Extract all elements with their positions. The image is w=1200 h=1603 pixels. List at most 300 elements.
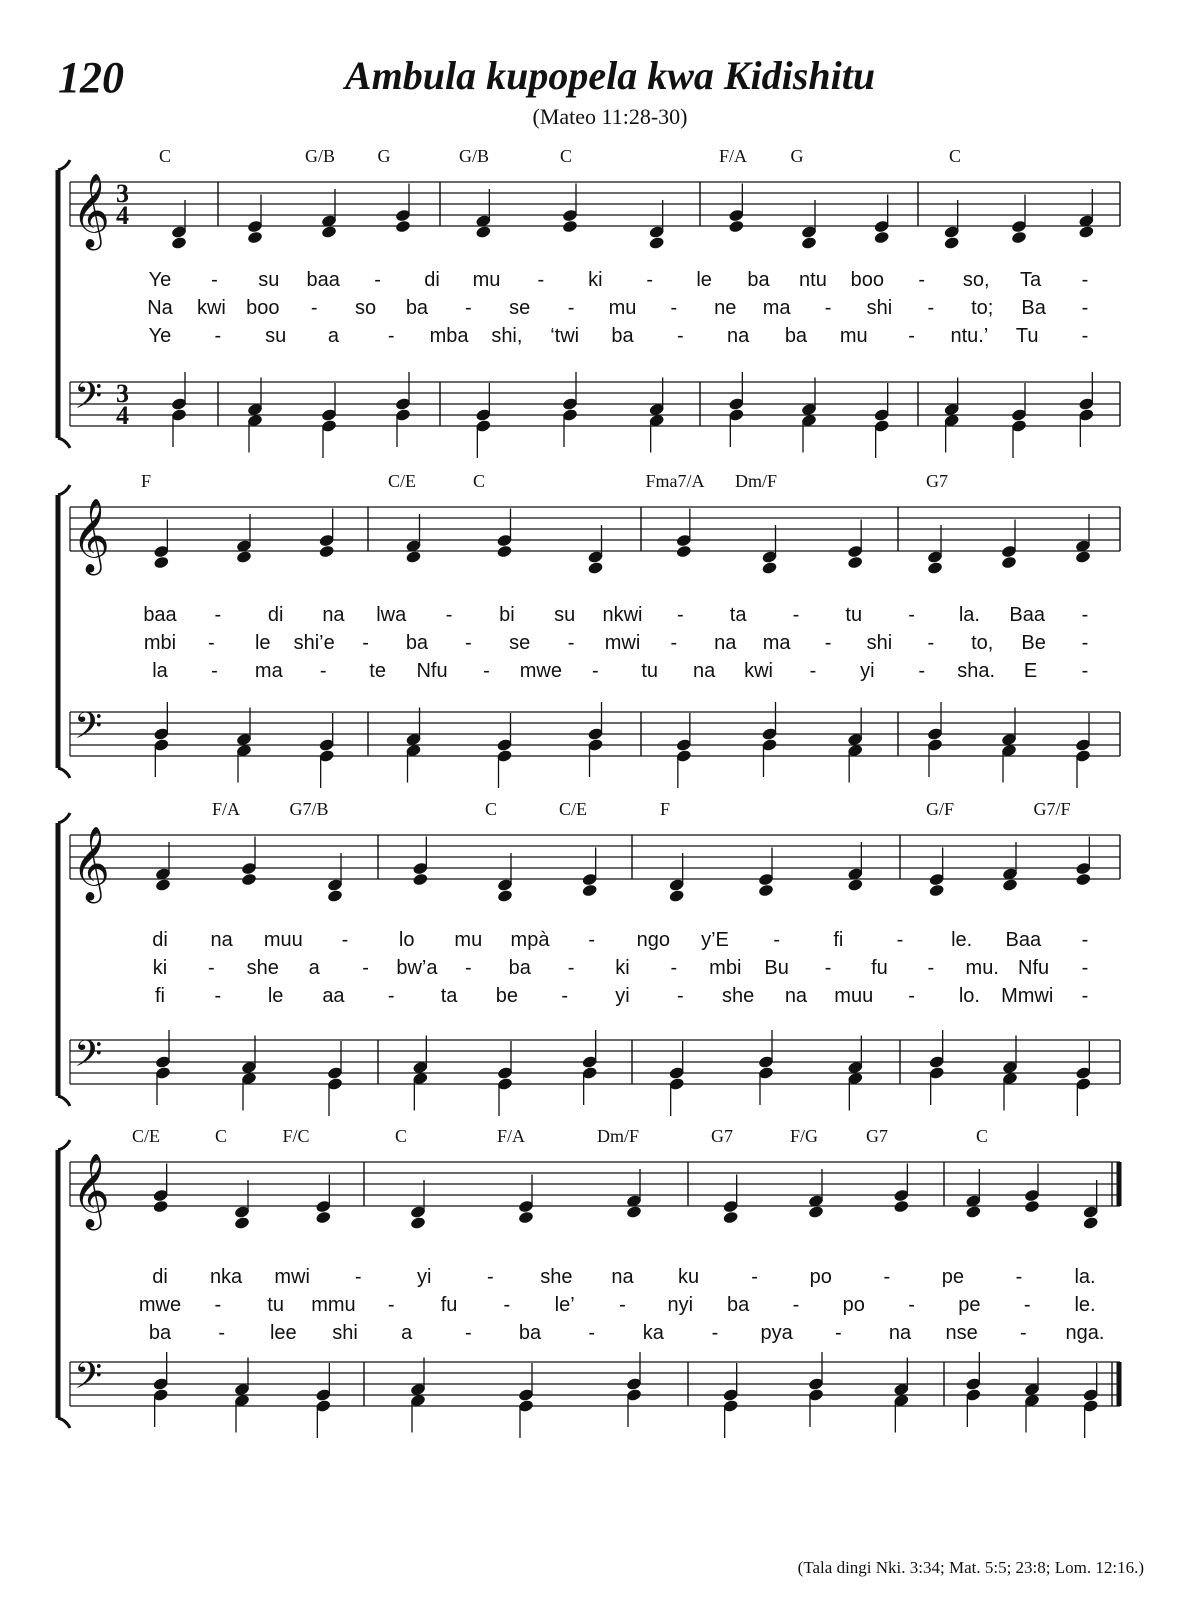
chord-symbol: Dm/F xyxy=(734,471,778,491)
treble-note xyxy=(496,544,513,558)
lyric-syllable: muu xyxy=(263,929,303,951)
treble-clef-icon: 𝄞 xyxy=(72,827,110,901)
lyric-verse-3 xyxy=(149,325,1089,347)
treble-note xyxy=(1001,555,1018,569)
syllable-hyphen: - xyxy=(464,957,472,979)
lyric-syllable: le. xyxy=(1074,1294,1096,1316)
syllable-hyphen: - xyxy=(1081,604,1089,626)
lyric-syllable: di xyxy=(267,604,284,626)
lyric-verse-2 xyxy=(144,632,1088,654)
treble-note xyxy=(728,219,745,233)
lyric-syllable: la. xyxy=(958,604,980,626)
lyric-syllable: na xyxy=(714,632,737,654)
lyric-verse-1 xyxy=(149,269,1089,291)
lyric-syllable: ma xyxy=(254,660,283,682)
chord-symbol: G/B xyxy=(304,146,336,166)
chord-symbol: C/E xyxy=(558,799,588,819)
syllable-hyphen: - xyxy=(483,660,490,682)
syllable-hyphen: - xyxy=(1081,929,1089,951)
lyric-syllable: ki xyxy=(152,957,168,979)
syllable-hyphen: - xyxy=(1015,1266,1023,1288)
lyric-syllable: su xyxy=(265,325,287,347)
chord-symbol: C xyxy=(158,146,172,166)
syllable-hyphen: - xyxy=(896,929,904,951)
chord-symbol: F/A xyxy=(496,1126,526,1146)
syllable-hyphen: - xyxy=(670,957,678,979)
bass-staff xyxy=(70,1355,1120,1406)
bracket-top-hook xyxy=(58,485,70,495)
treble-note xyxy=(171,236,188,250)
lyric-verse-1 xyxy=(143,604,1088,626)
scripture-reference: (Mateo 11:28-30) xyxy=(532,104,688,129)
lyric-syllable: Tu xyxy=(1015,325,1039,347)
treble-note xyxy=(927,561,944,575)
chord-symbol: G7/B xyxy=(289,799,329,819)
lyric-syllable: ba xyxy=(727,1294,750,1316)
syllable-hyphen: - xyxy=(567,957,575,979)
lyric-syllable: kwi xyxy=(196,297,226,319)
lyric-syllable: so xyxy=(354,297,377,319)
syllable-hyphen: - xyxy=(208,632,215,654)
chord-symbol: C xyxy=(948,146,962,166)
syllable-hyphen: - xyxy=(503,1294,511,1316)
syllable-hyphen: - xyxy=(362,632,369,654)
lyric-syllable: baa xyxy=(306,269,340,291)
treble-note xyxy=(1011,230,1028,244)
lyric-syllable: nyi xyxy=(667,1294,694,1316)
bracket-top-hook xyxy=(58,813,70,823)
lyric-syllable: di xyxy=(152,929,168,951)
lyric-syllable: se xyxy=(509,297,531,319)
lyric-syllable: na xyxy=(611,1266,634,1288)
treble-note xyxy=(758,883,775,897)
footnote-references: (Tala dingi Nki. 3:34; Mat. 5:5; 23:8; Lom. 12:16.) xyxy=(797,1558,1144,1577)
syllable-hyphen: - xyxy=(464,297,472,319)
treble-note xyxy=(395,219,412,233)
syllable-hyphen: - xyxy=(567,632,575,654)
lyric-syllable: mwe xyxy=(519,660,562,682)
lyric-syllable: mpà xyxy=(510,929,550,951)
syllable-hyphen: - xyxy=(918,269,926,291)
syllable-hyphen: - xyxy=(214,1294,222,1316)
lyric-verse-3 xyxy=(149,1322,1105,1344)
lyric-syllable: mu. xyxy=(965,957,999,979)
treble-staff xyxy=(70,174,1120,251)
lyric-syllable: su xyxy=(258,269,280,291)
syllable-hyphen: - xyxy=(464,1322,472,1344)
treble-note xyxy=(315,1210,332,1224)
lyric-syllable: le’ xyxy=(554,1294,575,1316)
treble-note xyxy=(808,1205,825,1219)
system-3 xyxy=(58,799,1120,1116)
lyric-syllable: ba xyxy=(148,1322,172,1344)
lyric-syllable: ba xyxy=(405,297,429,319)
treble-note xyxy=(497,889,514,903)
treble-note xyxy=(626,1205,643,1219)
lyric-syllable: di xyxy=(424,269,440,291)
syllable-hyphen: - xyxy=(824,297,832,319)
treble-note xyxy=(318,544,335,558)
lyric-syllable: boo xyxy=(850,269,885,291)
treble-note xyxy=(412,872,429,886)
lyric-syllable: mbi xyxy=(709,957,742,979)
chord-symbol: F xyxy=(140,471,152,491)
chord-symbol: Dm/F xyxy=(596,1126,640,1146)
lyric-verse-2 xyxy=(147,297,1088,319)
syllable-hyphen: - xyxy=(809,660,817,682)
lyric-syllable: lo. xyxy=(958,985,980,1007)
bracket-bottom-hook xyxy=(58,768,70,778)
lyric-syllable: to, xyxy=(971,632,994,654)
treble-note xyxy=(1082,1216,1099,1230)
bracket-top-hook xyxy=(58,160,70,170)
syllable-hyphen: - xyxy=(561,985,569,1007)
lyric-syllable: mwi xyxy=(604,632,641,654)
lyric-syllable: ki xyxy=(588,269,603,291)
system-2 xyxy=(58,471,1120,788)
lyric-syllable: le xyxy=(696,269,712,291)
lyric-syllable: shi xyxy=(866,297,893,319)
lyric-syllable: le xyxy=(267,985,284,1007)
lyric-syllable: Ta xyxy=(1020,269,1042,291)
treble-note xyxy=(321,225,338,239)
lyric-syllable: fi xyxy=(155,985,165,1007)
lyric-syllable: Ba xyxy=(1021,297,1046,319)
lyric-syllable: la. xyxy=(1074,1266,1096,1288)
bracket-top-hook xyxy=(58,1140,70,1150)
syllable-hyphen: - xyxy=(591,660,599,682)
lyric-syllable: shi, xyxy=(491,325,523,347)
lyric-syllable: ma xyxy=(762,632,791,654)
treble-note xyxy=(152,1199,169,1213)
chord-symbol: G7 xyxy=(711,1126,733,1146)
lyric-syllable: Nfu xyxy=(1018,957,1050,979)
lyric-syllable: ta xyxy=(729,604,747,626)
lyric-syllable: kwi xyxy=(744,660,773,682)
syllable-hyphen: - xyxy=(567,297,575,319)
treble-note xyxy=(1078,225,1095,239)
syllable-hyphen: - xyxy=(676,604,684,626)
lyric-syllable: la xyxy=(152,660,168,682)
syllable-hyphen: - xyxy=(918,660,926,682)
lyric-syllable: na xyxy=(210,929,233,951)
treble-note xyxy=(587,561,604,575)
chord-symbol: C xyxy=(559,146,573,166)
lyric-syllable: shi xyxy=(866,632,893,654)
syllable-hyphen: - xyxy=(1081,660,1089,682)
lyric-syllable: Bu xyxy=(764,957,789,979)
chord-symbol: G xyxy=(377,146,391,166)
lyric-verse-1 xyxy=(152,1266,1095,1288)
syllable-hyphen: - xyxy=(927,632,935,654)
chord-symbol: F xyxy=(659,799,671,819)
treble-clef-icon: 𝄞 xyxy=(72,499,110,573)
lyric-syllable: Mmwi xyxy=(1001,985,1054,1007)
lyric-syllable: aa xyxy=(322,985,345,1007)
syllable-hyphen: - xyxy=(362,957,369,979)
chord-symbol: G/F xyxy=(925,799,955,819)
treble-note xyxy=(581,883,598,897)
syllable-hyphen: - xyxy=(908,1294,915,1316)
lyric-syllable: Ye xyxy=(148,325,172,347)
lyric-syllable: mu xyxy=(839,325,868,347)
lyric-verse-2 xyxy=(153,957,1089,979)
syllable-hyphen: - xyxy=(908,604,915,626)
lyric-syllable: di xyxy=(152,1266,168,1288)
treble-note xyxy=(965,1205,982,1219)
syllable-hyphen: - xyxy=(834,1322,842,1344)
syllable-hyphen: - xyxy=(218,1322,226,1344)
treble-note xyxy=(241,872,258,886)
treble-note xyxy=(562,219,579,233)
syllable-hyphen: - xyxy=(824,957,832,979)
syllable-hyphen: - xyxy=(214,604,222,626)
treble-note xyxy=(873,230,890,244)
syllable-hyphen: - xyxy=(1081,957,1089,979)
treble-clef-icon: 𝄞 xyxy=(72,174,110,248)
syllable-hyphen: - xyxy=(387,985,395,1007)
syllable-hyphen: - xyxy=(751,1266,758,1288)
syllable-hyphen: - xyxy=(354,1266,362,1288)
bass-clef-icon: 𝄢 xyxy=(74,375,103,426)
treble-note xyxy=(1075,872,1092,886)
lyric-syllable: mu xyxy=(454,929,483,951)
syllable-hyphen: - xyxy=(211,269,218,291)
lyric-verse-3 xyxy=(152,660,1088,682)
lyric-syllable: ba xyxy=(611,325,634,347)
hymn-number: 120 xyxy=(58,53,124,102)
lyric-syllable: na xyxy=(322,604,345,626)
lyric-syllable: mba xyxy=(429,325,469,347)
treble-note xyxy=(648,236,665,250)
lyric-syllable: to; xyxy=(971,297,994,319)
syllable-hyphen: - xyxy=(1081,297,1089,319)
lyric-syllable: muu xyxy=(834,985,874,1007)
treble-note xyxy=(676,544,693,558)
lyric-syllable: mu xyxy=(472,269,501,291)
lyric-syllable: she xyxy=(540,1266,573,1288)
treble-note xyxy=(475,225,492,239)
syllable-hyphen: - xyxy=(676,325,684,347)
lyric-syllable: shi xyxy=(332,1322,358,1344)
lyric-syllable: E xyxy=(1023,660,1038,682)
lyric-syllable: po xyxy=(809,1266,832,1288)
treble-note xyxy=(155,878,172,892)
lyric-syllable: lo xyxy=(398,929,415,951)
lyric-syllable: bi xyxy=(499,604,515,626)
lyric-syllable: lwa xyxy=(376,604,407,626)
lyric-syllable: pe xyxy=(941,1266,964,1288)
lyric-syllable: ba xyxy=(405,632,429,654)
syllable-hyphen: - xyxy=(211,660,218,682)
lyric-syllable: Na xyxy=(147,297,173,319)
chord-symbol: C xyxy=(975,1126,989,1146)
lyric-syllable: she xyxy=(246,957,279,979)
lyric-syllable: a xyxy=(401,1322,413,1344)
syllable-hyphen: - xyxy=(676,985,684,1007)
lyric-syllable: nka xyxy=(209,1266,243,1288)
lyric-syllable: po xyxy=(842,1294,865,1316)
bracket-bottom-hook xyxy=(58,1418,70,1428)
lyric-syllable: se xyxy=(509,632,531,654)
syllable-hyphen: - xyxy=(1081,325,1089,347)
hymn-title: Ambula kupopela kwa Kidishitu xyxy=(344,53,876,98)
treble-note xyxy=(893,1199,910,1213)
chord-symbol: C xyxy=(214,1126,228,1146)
lyric-syllable: ma xyxy=(762,297,791,319)
treble-note xyxy=(847,878,864,892)
lyric-syllable: ka xyxy=(642,1322,664,1344)
lyric-syllable: ku xyxy=(678,1266,700,1288)
treble-note xyxy=(761,561,778,575)
bass-clef-icon: 𝄢 xyxy=(74,1355,103,1406)
treble-note xyxy=(410,1216,427,1230)
bass-clef-icon: 𝄢 xyxy=(74,1033,103,1084)
lyric-syllable: Nfu xyxy=(416,660,448,682)
lyric-syllable: mwi xyxy=(274,1266,310,1288)
lyric-syllable: Ye xyxy=(148,269,172,291)
syllable-hyphen: - xyxy=(445,604,453,626)
treble-note xyxy=(928,883,945,897)
lyric-syllable: yi xyxy=(860,660,875,682)
treble-note xyxy=(801,236,818,250)
treble-note xyxy=(668,889,685,903)
treble-note xyxy=(1002,878,1019,892)
chord-symbol: C xyxy=(484,799,498,819)
syllable-hyphen: - xyxy=(487,1266,494,1288)
syllable-hyphen: - xyxy=(619,1294,626,1316)
lyric-syllable: ki xyxy=(615,957,630,979)
syllable-hyphen: - xyxy=(310,297,318,319)
chord-symbol: C/E xyxy=(131,1126,161,1146)
syllable-hyphen: - xyxy=(908,985,915,1007)
lyric-syllable: shi’e xyxy=(293,632,335,654)
syllable-hyphen: - xyxy=(646,269,654,291)
syllable-hyphen: - xyxy=(387,325,395,347)
chord-symbol: Fma7/A xyxy=(645,471,705,491)
syllable-hyphen: - xyxy=(792,1294,800,1316)
lyric-syllable: so, xyxy=(962,269,990,291)
syllable-hyphen: - xyxy=(588,929,596,951)
treble-note xyxy=(1024,1199,1041,1213)
lyric-syllable: pya xyxy=(760,1322,793,1344)
chord-symbol: F/A xyxy=(211,799,241,819)
lyric-syllable: ba xyxy=(508,957,531,979)
lyric-syllable: fu xyxy=(871,957,888,979)
treble-note xyxy=(722,1210,739,1224)
treble-clef-icon: 𝄞 xyxy=(72,1154,110,1228)
lyric-syllable: le. xyxy=(951,929,973,951)
lyric-syllable: a xyxy=(308,957,320,979)
lyric-syllable: pe xyxy=(958,1294,981,1316)
bass-staff xyxy=(70,375,1120,430)
syllable-hyphen: - xyxy=(883,1266,891,1288)
syllable-hyphen: - xyxy=(341,929,349,951)
lyric-syllable: ntu xyxy=(799,269,827,291)
chord-symbol: C xyxy=(394,1126,408,1146)
lyric-syllable: na xyxy=(888,1322,912,1344)
lyric-syllable: te xyxy=(369,660,386,682)
lyric-syllable: y’E xyxy=(701,929,729,951)
syllable-hyphen: - xyxy=(374,269,381,291)
treble-note xyxy=(943,236,960,250)
syllable-hyphen: - xyxy=(537,269,545,291)
system-1 xyxy=(58,146,1120,458)
chord-symbol: C xyxy=(472,471,486,491)
syllable-hyphen: - xyxy=(1081,985,1089,1007)
chord-symbol: G7 xyxy=(926,471,948,491)
lyric-syllable: le xyxy=(254,632,271,654)
treble-note xyxy=(405,550,422,564)
lyric-syllable: Baa xyxy=(1009,604,1045,626)
chord-symbol: C/E xyxy=(387,471,417,491)
lyric-syllable: nkwi xyxy=(602,604,643,626)
lyric-syllable: tu xyxy=(845,604,863,626)
syllable-hyphen: - xyxy=(927,957,935,979)
lyric-syllable: tu xyxy=(267,1294,284,1316)
lyric-syllable: fi xyxy=(833,929,844,951)
syllable-hyphen: - xyxy=(711,1322,719,1344)
time-signature-top: 3 xyxy=(116,379,129,408)
lyric-verse-3 xyxy=(155,985,1088,1007)
lyric-syllable: be xyxy=(495,985,518,1007)
treble-note xyxy=(1075,550,1092,564)
syllable-hyphen: - xyxy=(1081,632,1089,654)
syllable-hyphen: - xyxy=(387,1294,395,1316)
treble-note xyxy=(236,550,253,564)
treble-note xyxy=(847,555,864,569)
treble-staff xyxy=(70,1154,1120,1231)
lyric-verse-2 xyxy=(139,1294,1096,1316)
chord-symbol: G/B xyxy=(458,146,490,166)
treble-note xyxy=(153,555,170,569)
lyric-syllable: fu xyxy=(440,1294,458,1316)
time-signature-top: 3 xyxy=(116,179,129,208)
syllable-hyphen: - xyxy=(464,632,472,654)
lyric-syllable: she xyxy=(722,985,755,1007)
chord-symbol: F/C xyxy=(282,1126,310,1146)
time-signature-bottom: 4 xyxy=(116,401,129,430)
lyric-syllable: nse xyxy=(945,1322,978,1344)
bracket-bottom-hook xyxy=(58,1096,70,1106)
system-4 xyxy=(58,1126,1120,1438)
syllable-hyphen: - xyxy=(214,985,222,1007)
lyric-syllable: ne xyxy=(714,297,737,319)
lyric-syllable: Be xyxy=(1021,632,1046,654)
lyric-syllable: mbi xyxy=(143,632,177,654)
lyric-syllable: na xyxy=(727,325,750,347)
treble-note xyxy=(327,889,344,903)
syllable-hyphen: - xyxy=(1081,269,1089,291)
syllable-hyphen: - xyxy=(214,325,222,347)
syllable-hyphen: - xyxy=(208,957,215,979)
lyric-syllable: ba xyxy=(518,1322,542,1344)
lyric-syllable: na xyxy=(784,985,808,1007)
chord-symbol: G7/F xyxy=(1033,799,1071,819)
chord-symbol: G xyxy=(790,146,804,166)
lyric-syllable: lee xyxy=(269,1322,297,1344)
chord-symbol: F/G xyxy=(789,1126,819,1146)
bracket-bottom-hook xyxy=(58,438,70,448)
syllable-hyphen: - xyxy=(792,604,800,626)
treble-note xyxy=(234,1216,251,1230)
lyric-syllable: boo xyxy=(246,297,280,319)
lyric-verse-1 xyxy=(152,929,1088,951)
lyric-syllable: yi xyxy=(417,1266,432,1288)
syllable-hyphen: - xyxy=(670,632,678,654)
lyric-syllable: ‘twi xyxy=(550,325,580,347)
lyric-syllable: mmu xyxy=(311,1294,356,1316)
